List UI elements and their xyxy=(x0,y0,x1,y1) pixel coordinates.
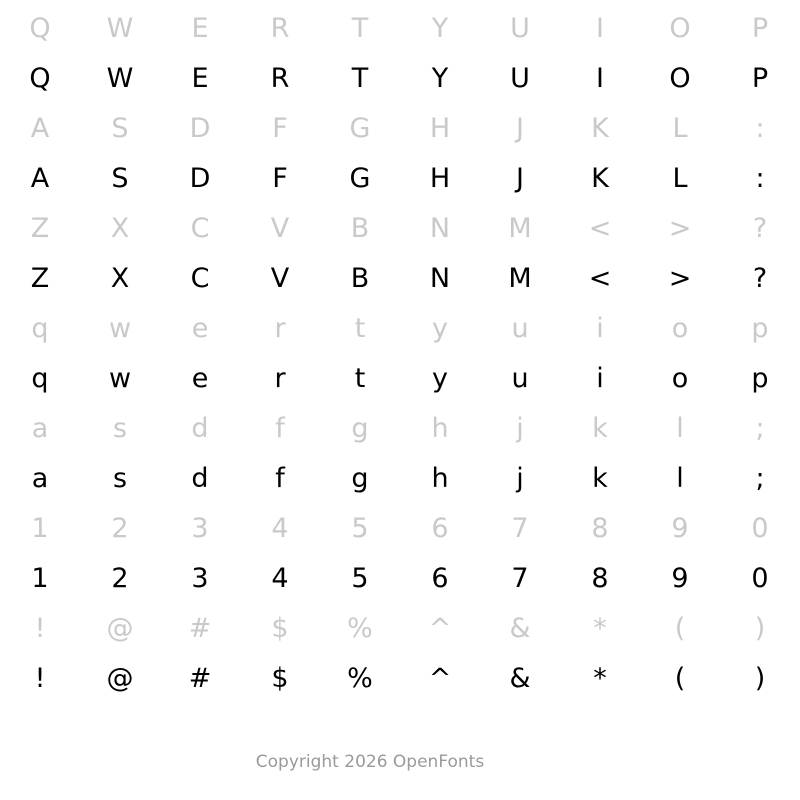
glyph-row xyxy=(0,454,800,504)
glyph-cell: & xyxy=(509,663,531,694)
glyph-cell: t xyxy=(354,363,366,394)
glyph-row xyxy=(0,504,800,554)
glyph-cell: : xyxy=(755,163,765,194)
glyph-cell: 9 xyxy=(671,513,689,544)
glyph-cell: 6 xyxy=(431,563,449,594)
glyph-cell: T xyxy=(351,13,369,44)
glyph-cell: M xyxy=(508,263,532,294)
glyph-cell: ^ xyxy=(428,663,452,694)
glyph-cell: R xyxy=(270,13,290,44)
glyph-cell: F xyxy=(272,163,288,194)
glyph-cell: E xyxy=(191,13,209,44)
glyph-cell: t xyxy=(354,313,366,344)
glyph-cell: J xyxy=(516,163,524,194)
glyph-cell: $ xyxy=(271,663,289,694)
glyph-cell: d xyxy=(191,463,209,494)
glyph-cell: 7 xyxy=(511,563,529,594)
glyph-cell: ( xyxy=(674,613,686,644)
glyph-cell: ; xyxy=(755,413,765,444)
glyph-row xyxy=(0,54,800,104)
glyph-cell: > xyxy=(668,263,692,294)
glyph-cell: G xyxy=(349,113,371,144)
glyph-cell: B xyxy=(350,213,370,244)
glyph-cell: C xyxy=(190,263,210,294)
glyph-row xyxy=(0,104,800,154)
glyph-cell: % xyxy=(347,613,373,644)
glyph-cell: S xyxy=(111,113,129,144)
glyph-cell: @ xyxy=(106,663,134,694)
glyph-cell: f xyxy=(275,463,285,494)
glyph-cell: R xyxy=(270,63,290,94)
glyph-cell: h xyxy=(431,413,449,444)
glyph-cell: 9 xyxy=(671,563,689,594)
glyph-cell: * xyxy=(593,663,607,694)
glyph-cell: ? xyxy=(752,263,768,294)
glyph-cell: F xyxy=(272,113,288,144)
glyph-cell: L xyxy=(672,163,688,194)
glyph-cell: u xyxy=(511,363,529,394)
glyph-cell: e xyxy=(191,363,209,394)
glyph-cell: d xyxy=(191,413,209,444)
glyph-cell: k xyxy=(592,463,608,494)
glyph-cell: Q xyxy=(29,13,51,44)
glyph-cell: 3 xyxy=(191,563,209,594)
glyph-cell: Y xyxy=(431,63,449,94)
glyph-row xyxy=(0,4,800,54)
glyph-cell: A xyxy=(30,163,50,194)
glyph-cell: I xyxy=(596,13,604,44)
glyph-cell: l xyxy=(676,413,684,444)
glyph-cell: H xyxy=(429,163,451,194)
glyph-cell: O xyxy=(669,63,691,94)
glyph-cell: M xyxy=(508,213,532,244)
glyph-row xyxy=(0,154,800,204)
glyph-cell: & xyxy=(509,613,531,644)
glyph-cell: V xyxy=(270,213,290,244)
glyph-cell: j xyxy=(516,413,524,444)
glyph-cell: W xyxy=(106,13,134,44)
glyph-cell: ^ xyxy=(428,613,452,644)
glyph-cell: K xyxy=(591,113,609,144)
glyph-cell: J xyxy=(516,113,524,144)
glyph-cell: 4 xyxy=(271,513,289,544)
glyph-cell: D xyxy=(189,113,211,144)
glyph-row xyxy=(0,404,800,454)
glyph-cell: p xyxy=(751,313,769,344)
glyph-cell: > xyxy=(668,213,692,244)
glyph-cell: C xyxy=(190,213,210,244)
glyph-cell: j xyxy=(516,463,524,494)
glyph-cell: ( xyxy=(674,663,686,694)
glyph-cell: I xyxy=(596,63,604,94)
glyph-cell: E xyxy=(191,63,209,94)
glyph-cell: ; xyxy=(755,463,765,494)
glyph-cell: T xyxy=(351,63,369,94)
glyph-cell: G xyxy=(349,163,371,194)
glyph-cell: 0 xyxy=(751,513,769,544)
glyph-row xyxy=(0,254,800,304)
glyph-cell: l xyxy=(676,463,684,494)
glyph-cell: * xyxy=(593,613,607,644)
glyph-cell: N xyxy=(429,263,451,294)
glyph-cell: S xyxy=(111,163,129,194)
glyph-cell: H xyxy=(429,113,451,144)
glyph-cell: a xyxy=(31,413,49,444)
glyph-cell: ! xyxy=(34,613,46,644)
glyph-cell: o xyxy=(671,363,689,394)
glyph-cell: k xyxy=(592,413,608,444)
glyph-cell: A xyxy=(30,113,50,144)
glyph-cell: 1 xyxy=(31,513,49,544)
glyph-cell: w xyxy=(108,363,132,394)
glyph-cell: s xyxy=(112,463,128,494)
glyph-cell: e xyxy=(191,313,209,344)
glyph-cell: W xyxy=(106,63,134,94)
glyph-cell: r xyxy=(274,363,286,394)
glyph-cell: 4 xyxy=(271,563,289,594)
glyph-row xyxy=(0,304,800,354)
glyph-row xyxy=(0,204,800,254)
glyph-cell: o xyxy=(671,313,689,344)
glyph-cell: 2 xyxy=(111,513,129,544)
glyph-cell: # xyxy=(188,663,212,694)
glyph-cell: P xyxy=(751,13,769,44)
glyph-cell: r xyxy=(274,313,286,344)
glyph-cell: Z xyxy=(30,213,50,244)
glyph-cell: g xyxy=(351,413,369,444)
glyph-cell: q xyxy=(31,313,49,344)
glyph-cell: U xyxy=(510,63,530,94)
glyph-cell: : xyxy=(755,113,765,144)
glyph-cell: 3 xyxy=(191,513,209,544)
copyright-notice: Copyright 2026 OpenFonts xyxy=(255,752,485,772)
glyph-cell: < xyxy=(588,213,612,244)
glyph-row xyxy=(0,604,800,654)
glyph-cell: 8 xyxy=(591,513,609,544)
glyph-cell: < xyxy=(588,263,612,294)
glyph-cell: K xyxy=(591,163,609,194)
glyph-cell: X xyxy=(110,263,130,294)
glyph-cell: ! xyxy=(34,663,46,694)
glyph-cell: y xyxy=(432,313,448,344)
glyph-cell: s xyxy=(112,413,128,444)
glyph-cell: ? xyxy=(752,213,768,244)
glyph-cell: 8 xyxy=(591,563,609,594)
glyph-cell: X xyxy=(110,213,130,244)
glyph-cell: ) xyxy=(754,663,766,694)
glyph-cell: D xyxy=(189,163,211,194)
glyph-cell: i xyxy=(596,363,604,394)
glyph-cell: N xyxy=(429,213,451,244)
glyph-cell: 7 xyxy=(511,513,529,544)
glyph-cell: 5 xyxy=(351,563,369,594)
glyph-cell: 2 xyxy=(111,563,129,594)
glyph-row xyxy=(0,554,800,604)
glyph-cell: h xyxy=(431,463,449,494)
glyph-cell: 5 xyxy=(351,513,369,544)
glyph-cell: Q xyxy=(29,63,51,94)
glyph-cell: 1 xyxy=(31,563,49,594)
glyph-cell: p xyxy=(751,363,769,394)
glyph-cell: 6 xyxy=(431,513,449,544)
glyph-cell: B xyxy=(350,263,370,294)
glyph-cell: U xyxy=(510,13,530,44)
glyph-cell: # xyxy=(188,613,212,644)
glyph-row xyxy=(0,654,800,704)
glyph-cell: w xyxy=(108,313,132,344)
glyph-cell: ) xyxy=(754,613,766,644)
glyph-cell: Y xyxy=(431,13,449,44)
glyph-cell: $ xyxy=(271,613,289,644)
glyph-cell: @ xyxy=(106,613,134,644)
glyph-cell: % xyxy=(347,663,373,694)
glyph-cell: V xyxy=(270,263,290,294)
glyph-cell: a xyxy=(31,463,49,494)
glyph-row xyxy=(0,354,800,404)
glyph-cell: u xyxy=(511,313,529,344)
glyph-cell: L xyxy=(672,113,688,144)
glyph-cell: 0 xyxy=(751,563,769,594)
glyph-cell: g xyxy=(351,463,369,494)
glyph-cell: P xyxy=(751,63,769,94)
glyph-cell: f xyxy=(275,413,285,444)
glyph-cell: q xyxy=(31,363,49,394)
glyph-cell: O xyxy=(669,13,691,44)
glyph-cell: Z xyxy=(30,263,50,294)
glyph-cell: y xyxy=(432,363,448,394)
glyph-cell: i xyxy=(596,313,604,344)
